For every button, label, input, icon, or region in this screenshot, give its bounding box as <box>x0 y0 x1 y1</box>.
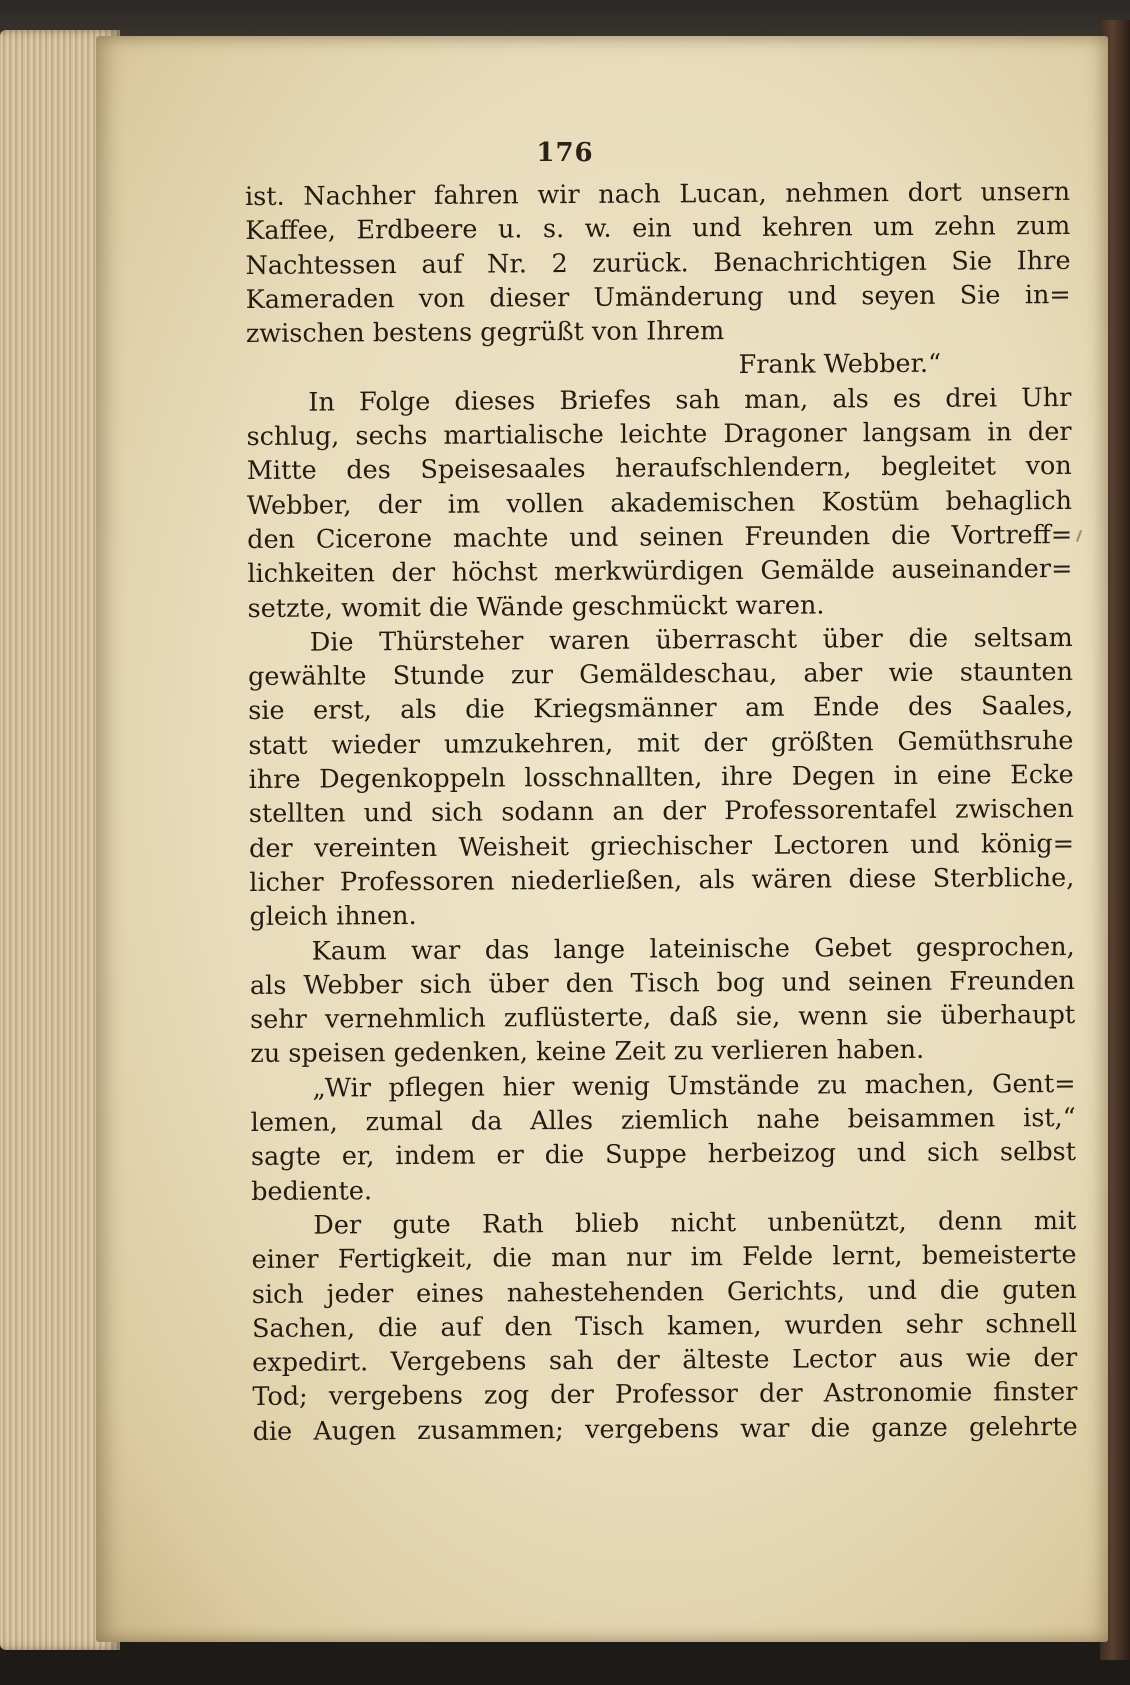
text-line: lemen, zumal da Alles ziemlich nahe beisammen ist,“ <box>250 1102 1076 1138</box>
text-line: stellten und sich sodann an der Professorentafel zwischen <box>248 794 1074 830</box>
text-line: der vereinten Weisheit griechischer Lectoren und könig= <box>248 828 1075 864</box>
text-line: Kaffee, Erdbeere u. s. w. ein und kehren um zehn zum <box>245 211 1071 247</box>
text-line: Die Thürsteher waren überrascht über die seltsam <box>309 622 1073 658</box>
text-line: gleich ihnen. <box>249 901 417 933</box>
text-line: Mitte des Speisesaales heraufschlendern, begleitet von <box>246 451 1072 487</box>
scan-background <box>0 0 1130 40</box>
text-line: sie erst, als die Kriegsmänner am Ende des Saales, <box>248 691 1074 727</box>
text-line: Webber, der im vollen akademischen Kostüm behaglich <box>246 485 1073 521</box>
text-line: Kameraden von dieser Umänderung und seyen Sie in= <box>245 279 1071 315</box>
text-line: gewählte Stunde zur Gemäldeschau, aber wie staunten <box>247 657 1074 693</box>
text-line: sich jeder eines nahestehenden Gerichts, und die guten <box>251 1274 1077 1310</box>
page-number: 176 <box>536 138 594 168</box>
text-line: In Folge dieses Briefes sah man, als es drei Uhr <box>308 382 1072 418</box>
text-line: Tod; vergebens zog der Professor der Astronomie finster <box>252 1377 1078 1413</box>
text-line: Nachtessen auf Nr. 2 zurück. Benachrichtigen Sie Ihre <box>245 245 1071 281</box>
text-line: ihre Degenkoppeln losschnallten, ihre Degen in eine Ecke <box>248 759 1074 796</box>
text-line: zwischen bestens gegrüßt von Ihrem <box>245 316 725 350</box>
text-line: sehr vernehmlich zuflüsterte, daß sie, wenn sie überhaupt <box>250 1000 1076 1036</box>
letter-signature: Frank Webber.“ <box>738 349 942 381</box>
text-line: die Augen zusammen; vergebens war die ganze gelehrte <box>252 1411 1078 1447</box>
text-line: Kaum war das lange lateinische Gebet gesprochen, <box>311 931 1075 967</box>
text-line: licher Professoren niederließen, als wären diese Sterbliche, <box>249 862 1075 898</box>
text-line: lichkeiten der höchst merkwürdigen Gemälde auseinander= <box>247 554 1073 590</box>
page-body-text <box>245 175 1078 1449</box>
text-line: sagte er, indem er die Suppe herbeizog und sich selbst <box>250 1137 1077 1173</box>
text-line: Der gute Rath blieb nicht unbenützt, denn mit <box>313 1205 1077 1241</box>
text-line: einer Fertigkeit, die man nur im Felde lernt, bemeisterte <box>251 1240 1077 1276</box>
text-line: statt wieder umzukehren, mit der größten Gemüthsruhe <box>248 725 1074 761</box>
text-line: „Wir pflegen hier wenig Umstände zu machen, Gent= <box>312 1068 1076 1104</box>
text-line: den Cicerone machte und seinen Freunden die Vortreff= <box>247 519 1073 555</box>
text-line: expedirt. Vergebens sah der älteste Lector aus wie der <box>252 1343 1078 1379</box>
text-line: schlug, sechs martialische leichte Dragoner langsam in der <box>246 417 1072 453</box>
text-line: ist. Nachher fahren wir nach Lucan, nehmen dort unsern <box>245 176 1071 212</box>
text-line: zu speisen gedenken, keine Zeit zu verlieren haben. <box>250 1035 925 1070</box>
text-line: bediente. <box>251 1175 373 1207</box>
text-line: setzte, womit die Wände geschmückt waren. <box>247 590 825 624</box>
text-line: als Webber sich über den Tisch bog und seinen Freunden <box>249 965 1075 1001</box>
text-line: Sachen, die auf den Tisch kamen, wurden sehr schnell <box>251 1308 1078 1344</box>
